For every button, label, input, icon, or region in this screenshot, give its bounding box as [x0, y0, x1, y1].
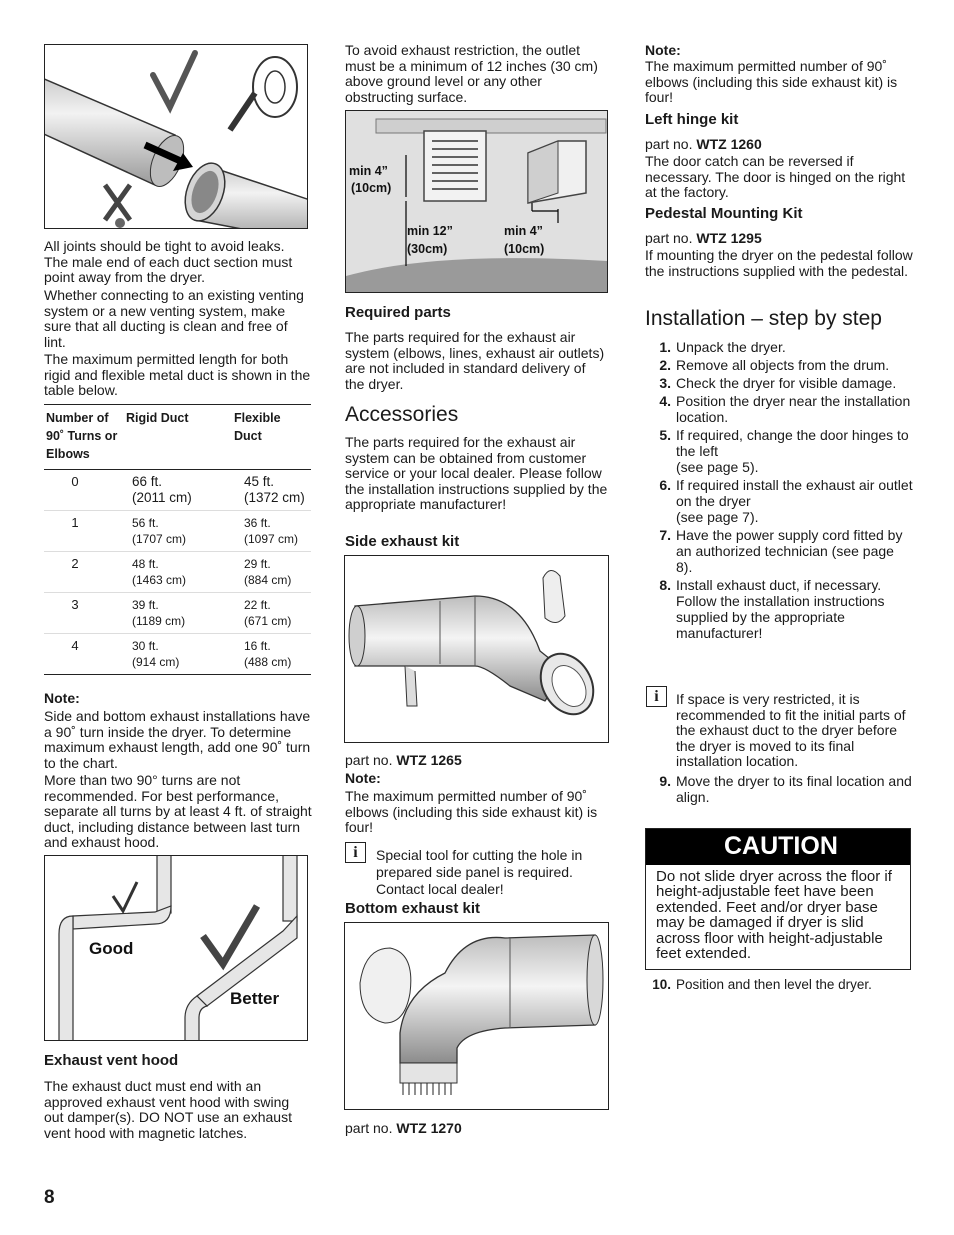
side-note-label: Note:	[345, 770, 381, 786]
side-kit-heading: Side exhaust kit	[345, 533, 460, 550]
table-row	[44, 511, 311, 552]
info-icon: i	[646, 686, 667, 707]
page-number: 8	[44, 1187, 55, 1208]
turns-cell: 0	[71, 474, 79, 489]
installation-steps	[645, 339, 913, 643]
part-prefix: part no.	[345, 752, 393, 768]
min4-left-cm-label: (10cm)	[351, 181, 392, 195]
col3-note-paragraph: The maximum permitted number of 90˚ elbows (including this side exhaust kit) is four!	[645, 58, 898, 106]
accessories-heading: Accessories	[345, 403, 459, 426]
side-info-paragraph: Special tool for cutting the hole in prepared side panel is required. Contact local dealer!	[376, 847, 583, 897]
part-prefix: part no.	[645, 136, 693, 152]
info-paragraph: If space is very restricted, it is recommended to fit the initial parts of the exhaust duct to the dryer before the dryer is moved to its final installation location.	[676, 691, 906, 770]
header-rigid: Rigid Duct	[126, 411, 189, 425]
turns-cell: 2	[44, 552, 124, 593]
caution-title: CAUTION	[646, 829, 910, 865]
required-parts-heading: Required parts	[345, 304, 451, 321]
part-number: WTZ 1260	[696, 136, 762, 152]
header-turns: Number of 90˚ Turns or Elbows	[46, 411, 118, 461]
list-item: 5. If required, change the door hinges to the left (see page 5).	[659, 427, 909, 475]
list-item: 4. Position the dryer near the installation location.	[659, 393, 911, 425]
min12-label: min 12”	[407, 224, 453, 238]
table-header-row	[44, 405, 311, 470]
flex-ft: 16 ft.	[244, 639, 271, 653]
col3-note-label: Note:	[645, 42, 681, 58]
rigid-cm: (1189 cm)	[132, 614, 186, 628]
bottom-kit-heading: Bottom exhaust kit	[345, 900, 481, 917]
note-paragraph-2: More than two 90° turns are not recommended. For best performance, separate all turns by at least 4 ft. of straight duct, including distance between last turn and exhaust hood.	[44, 772, 312, 851]
table-row	[44, 470, 311, 511]
rigid-ft: 66 ft.	[132, 474, 163, 489]
table-row	[44, 593, 311, 634]
accessories-paragraph: The parts required for the exhaust air system can be obtained from customer service or your local dealer. Please follow the installation instructions supplied by the appropriate manufacturer!	[345, 434, 608, 513]
rigid-ft: 56 ft.	[132, 516, 159, 530]
list-item: 1. Unpack the dryer.	[659, 339, 786, 355]
flex-ft: 36 ft.	[244, 516, 271, 530]
outlet-height-figure	[345, 110, 608, 293]
pedestal-part	[645, 231, 762, 247]
part-prefix: part no.	[645, 230, 693, 246]
good-better-figure	[44, 855, 308, 1041]
pedestal-paragraph: If mounting the dryer on the pedestal follow the instructions supplied with the pedestal.	[645, 247, 913, 279]
side-kit-part	[345, 753, 462, 769]
flex-ft: 45 ft.	[244, 474, 275, 489]
turns-cell: 1	[44, 511, 124, 552]
note-paragraph-1: Side and bottom exhaust installations have a 90˚ turn inside the dryer. To determine maximum exhaust length, add one 90˚ turn to the chart.	[44, 708, 311, 771]
installation-step-10	[645, 977, 913, 995]
flex-cm: (1097 cm)	[244, 532, 299, 546]
left-hinge-heading: Left hinge kit	[645, 111, 739, 128]
rigid-cm: (914 cm)	[132, 655, 180, 669]
rigid-cm: (1463 cm)	[132, 573, 187, 587]
installation-step-9	[645, 773, 913, 807]
table-row	[44, 552, 311, 593]
exhaust-hood-heading: Exhaust vent hood	[44, 1052, 179, 1069]
joints-paragraph-2: Whether connecting to an existing venting system or a new venting system, make sure that all ducting is clean and free of lint.	[44, 287, 304, 350]
bottom-kit-part	[345, 1121, 462, 1137]
left-hinge-part	[645, 137, 762, 153]
list-item: 9. Move the dryer to its final location and align.	[659, 773, 912, 805]
list-item: 8. Install exhaust duct, if necessary. Follow the installation instructions supplied by the appropriate manufacturer!	[659, 577, 885, 641]
part-number: WTZ 1265	[396, 752, 462, 768]
turns-cell: 4	[44, 634, 124, 675]
side-kit-figure	[344, 555, 609, 743]
flex-cm: (488 cm)	[244, 655, 292, 669]
rigid-ft: 30 ft.	[132, 639, 159, 653]
list-item: 3. Check the dryer for visible damage.	[659, 375, 897, 391]
duct-length-table	[44, 404, 311, 675]
list-item: 6. If required install the exhaust air outlet on the dryer (see page 7).	[659, 477, 913, 525]
turns-cell: 3	[44, 593, 124, 634]
flex-cm: (884 cm)	[244, 573, 292, 587]
pedestal-heading: Pedestal Mounting Kit	[645, 205, 803, 222]
note-label: Note:	[44, 690, 80, 706]
rigid-cm: (1707 cm)	[132, 532, 187, 546]
bottom-kit-figure	[344, 922, 609, 1110]
left-hinge-paragraph: The door catch can be reversed if necessary. The door is hinged on the right at the factory.	[645, 153, 906, 201]
flex-cm: (671 cm)	[244, 614, 292, 628]
min4-right-cm-label: (10cm)	[504, 242, 545, 256]
info-icon: i	[345, 842, 366, 863]
check-icon	[203, 906, 257, 964]
flex-ft: 29 ft.	[244, 557, 271, 571]
exhaust-hood-paragraph: The exhaust duct must end with an approved exhaust vent hood with swing out damper(s). DO NOT use an exhaust vent hood with magnetic latches.	[44, 1078, 292, 1141]
part-number: WTZ 1295	[696, 230, 762, 246]
list-item: 7. Have the power supply cord fitted by an authorized technician (see page 8).	[659, 527, 903, 575]
flex-cm: (1372 cm)	[244, 490, 305, 505]
list-item: 10. Position and then level the dryer.	[652, 977, 872, 992]
part-prefix: part no.	[345, 1120, 393, 1136]
rigid-cm: (2011 cm)	[132, 490, 192, 505]
duct-joint-figure	[44, 44, 308, 229]
good-label: Good	[89, 939, 134, 958]
min12-cm-label: (30cm)	[407, 242, 448, 256]
flex-ft: 22 ft.	[244, 598, 271, 612]
caution-box	[645, 828, 911, 970]
table-row	[44, 634, 311, 675]
list-item: 2. Remove all objects from the drum.	[659, 357, 890, 373]
rigid-ft: 48 ft.	[132, 557, 159, 571]
part-number: WTZ 1270	[396, 1120, 462, 1136]
min4-right-label: min 4”	[504, 224, 543, 238]
header-flexible: Flexible Duct	[234, 411, 281, 443]
min4-left-label: min 4”	[349, 164, 388, 178]
outlet-paragraph: To avoid exhaust restriction, the outlet must be a minimum of 12 inches (30 cm) above ground level or any other obstructing surface.	[345, 42, 598, 105]
check-icon	[113, 882, 137, 911]
required-parts-paragraph: The parts required for the exhaust air system (elbows, lines, exhaust air outlets) are not included in standard delivery of the dryer.	[345, 329, 605, 392]
side-note-paragraph: The maximum permitted number of 90˚ elbows (including this side exhaust kit) is four!	[345, 788, 598, 836]
joints-paragraph-3: The maximum permitted length for both rigid and flexible metal duct is shown in the table below.	[44, 351, 311, 399]
installation-heading: Installation – step by step	[645, 307, 882, 330]
better-label: Better	[230, 989, 280, 1008]
joints-paragraph-1: All joints should be tight to avoid leaks. The male end of each duct section must point away from the dryer.	[44, 238, 293, 286]
rigid-ft: 39 ft.	[132, 598, 159, 612]
caution-text: Do not slide dryer across the floor if height-adjustable feet have been extended. Feet and/or dryer base may be damaged if dryer is slid across floor with height-adjustable feet extended.	[656, 868, 892, 963]
